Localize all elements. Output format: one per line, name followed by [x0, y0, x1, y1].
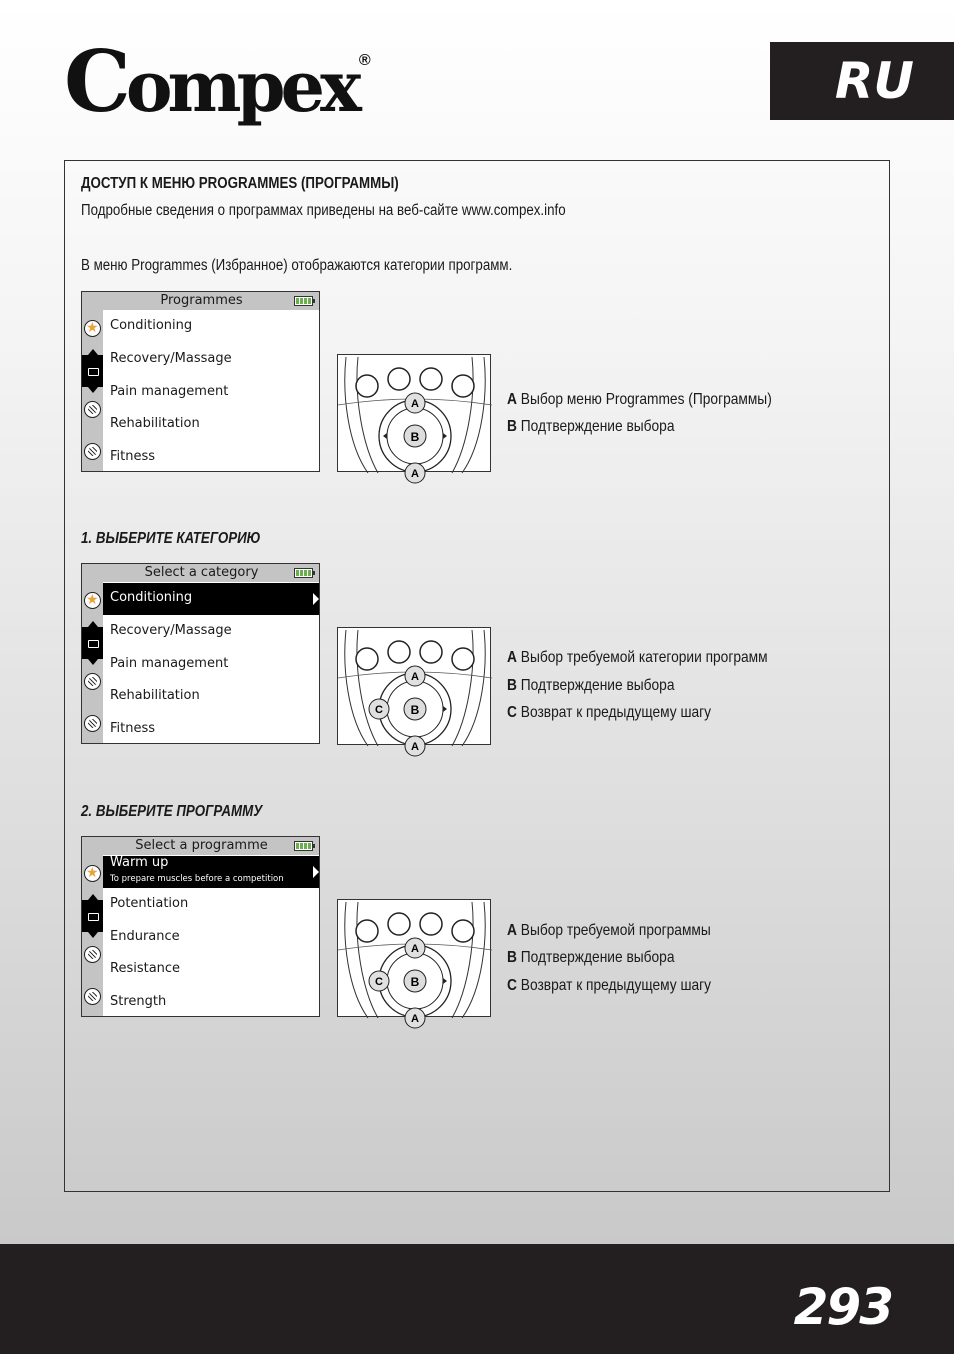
legend-item: C Возврат к предыдущему шагу: [507, 977, 712, 994]
menu-item: Rehabilitation: [110, 416, 200, 431]
button-a-label: A: [411, 943, 419, 955]
menu-item: Rehabilitation: [110, 688, 200, 703]
menu-item-selected: Warm up: [110, 855, 169, 870]
device-screen-programmes: [81, 291, 320, 472]
battery-icon: [294, 568, 313, 578]
chevron-right-icon: [313, 593, 319, 605]
menu-item-description: To prepare muscles before a competition: [110, 874, 284, 884]
device-controls-diagram: [337, 354, 491, 480]
menu-item: Potentiation: [110, 896, 189, 911]
chevron-right-icon: [313, 866, 319, 878]
screen-title: Programmes: [160, 293, 243, 308]
section-note: В меню Programmes (Избранное) отображаются категории программ.: [81, 257, 513, 274]
legend-item: A Выбор требуемой категории программ: [507, 649, 768, 666]
section-intro: Подробные сведения о программах приведены на веб-сайте www.compex.info: [81, 202, 566, 219]
menu-item: Recovery/Massage: [110, 351, 232, 366]
legend-item: A Выбор требуемой программы: [507, 922, 711, 939]
device-screen-programme: [81, 836, 320, 1017]
logo-rest: ompex: [125, 45, 357, 128]
category-icon: [84, 401, 101, 418]
device-controls-diagram: [337, 627, 491, 753]
compex-logo: [64, 32, 371, 131]
controls-drawing: [338, 355, 492, 495]
category-icon: [84, 946, 101, 963]
device-screen-category: [81, 563, 320, 744]
settings-icon: [84, 443, 101, 460]
screen-title: Select a programme: [135, 838, 268, 853]
menu-item: Pain management: [110, 384, 229, 399]
button-a-label: A: [411, 1013, 419, 1025]
menu-item: Pain management: [110, 656, 229, 671]
language-badge: RU: [770, 42, 954, 120]
battery-icon: [294, 841, 313, 851]
section-title: ДОСТУП К МЕНЮ PROGRAMMES (ПРОГРАММЫ): [81, 175, 399, 192]
settings-icon: [84, 715, 101, 732]
menu-item: Recovery/Massage: [110, 623, 232, 638]
legend-item: B Подтверждение выбора: [507, 677, 675, 694]
button-b-label: B: [410, 975, 420, 989]
menu-item: Resistance: [110, 961, 181, 976]
button-a-label: A: [411, 398, 419, 410]
menu-item-selected: Conditioning: [110, 590, 193, 605]
folder-icon: [84, 634, 101, 651]
controls-drawing: [338, 900, 492, 1040]
legend-item: C Возврат к предыдущему шагу: [507, 704, 712, 721]
button-a-label: A: [411, 671, 419, 683]
battery-icon: [294, 296, 313, 306]
button-b-label: B: [410, 430, 420, 444]
controls-drawing: [338, 628, 492, 768]
button-b-label: B: [410, 703, 420, 717]
legend-item: B Подтверждение выбора: [507, 418, 675, 435]
star-icon: [84, 320, 101, 337]
menu-item: Fitness: [110, 449, 156, 464]
screen-title: Select a category: [144, 565, 259, 580]
menu-item: Conditioning: [110, 318, 193, 333]
menu-item: Strength: [110, 994, 167, 1009]
logo-initial: C: [64, 32, 126, 131]
step-2-heading: 2. ВЫБЕРИТЕ ПРОГРАММУ: [81, 803, 263, 820]
star-icon: [84, 592, 101, 609]
menu-item: Fitness: [110, 721, 156, 736]
legend-item: A Выбор меню Programmes (Программы): [507, 391, 772, 408]
legend-item: B Подтверждение выбора: [507, 949, 675, 966]
button-c-label: C: [375, 704, 383, 716]
folder-icon: [84, 907, 101, 924]
page-number: 293: [793, 1278, 892, 1336]
step-1-heading: 1. ВЫБЕРИТЕ КАТЕГОРИЮ: [81, 530, 261, 547]
star-icon: [84, 865, 101, 882]
registered-mark: ®: [358, 52, 371, 69]
button-a-label: A: [411, 741, 419, 753]
folder-icon: [84, 362, 101, 379]
button-c-label: C: [375, 976, 383, 988]
menu-item: Endurance: [110, 929, 180, 944]
settings-icon: [84, 988, 101, 1005]
device-controls-diagram: [337, 899, 491, 1025]
category-icon: [84, 673, 101, 690]
button-a-label: A: [411, 468, 419, 480]
